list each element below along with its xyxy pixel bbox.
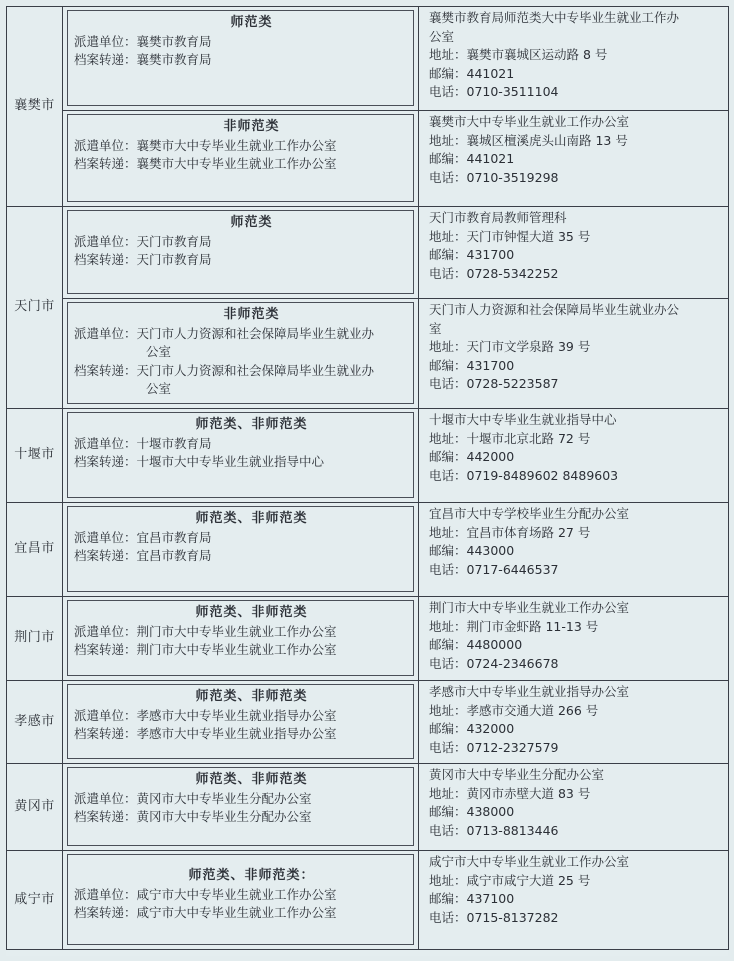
city-name: 咸宁市 <box>7 851 63 950</box>
postcode: 邮编：437100 <box>429 891 515 906</box>
address: 地址：天门市文学泉路 39 号 <box>429 339 591 354</box>
office-name: 十堰市大中专毕业生就业指导中心 <box>429 412 617 427</box>
phone: 电话：0728-5223587 <box>429 376 559 391</box>
archive-transfer: 档案转递：天门市教育局 <box>74 252 212 267</box>
office-name: 宜昌市大中专学校毕业生分配办公室 <box>429 506 630 521</box>
contact-cell <box>419 851 729 950</box>
office-name-cont: 室 <box>429 320 442 336</box>
policy-cell <box>63 597 419 681</box>
contact-cell <box>419 681 729 764</box>
dispatch-unit: 派遣单位：荆门市大中专毕业生就业工作办公室 <box>74 623 337 639</box>
category-label: 师范类、非师范类 <box>195 772 308 787</box>
policy-cell <box>63 409 419 503</box>
office-name: 孝感市大中专毕业生就业指导办公室 <box>429 684 630 699</box>
policy-box <box>67 114 414 202</box>
address: 地址：黄冈市赤壁大道 83 号 <box>429 785 591 801</box>
contact-cell <box>419 764 729 851</box>
phone: 电话：0710-3519298 <box>429 169 559 185</box>
archive-transfer: 档案转递：襄樊市教育局 <box>74 52 212 67</box>
table-row <box>7 764 729 851</box>
policy-box <box>67 10 414 106</box>
table-row <box>7 7 729 111</box>
policy-cell <box>63 764 419 851</box>
dispatch-unit: 派遣单位：襄樊市大中专毕业生就业工作办公室 <box>74 137 337 153</box>
postcode: 邮编：431700 <box>429 247 515 262</box>
address: 地址：天门市钟惺大道 35 号 <box>429 228 591 244</box>
office-name: 天门市教育局教师管理科 <box>429 210 567 225</box>
archive-transfer: 档案转递：十堰市大中专毕业生就业指导中心 <box>74 454 325 469</box>
archive-transfer: 档案转递：黄冈市大中专毕业生分配办公室 <box>74 809 312 824</box>
table-row <box>7 299 729 409</box>
policy-box <box>67 600 414 676</box>
phone: 电话：0712-2327579 <box>429 739 559 755</box>
postcode: 邮编：443000 <box>429 543 515 558</box>
category-label: 师范类、非师范类 <box>195 605 308 620</box>
policy-cell <box>63 851 419 950</box>
dispatch-unit-cont: 公室 <box>146 344 172 359</box>
policy-box <box>67 302 414 404</box>
city-name: 襄樊市 <box>7 7 63 207</box>
postcode: 邮编：431700 <box>429 357 515 373</box>
office-name-cont: 公室 <box>429 28 455 44</box>
policy-box <box>67 854 414 945</box>
contact-cell <box>419 299 729 409</box>
phone: 电话：0717-6446537 <box>429 561 559 577</box>
office-name: 荆门市大中专毕业生就业工作办公室 <box>429 600 630 615</box>
dispatch-unit: 派遣单位：咸宁市大中专毕业生就业工作办公室 <box>74 886 337 902</box>
category-label: 师范类、非师范类 <box>195 511 308 526</box>
address: 地址：十堰市北京北路 72 号 <box>429 430 591 446</box>
address: 地址：荆门市金虾路 11-13 号 <box>429 618 599 634</box>
archive-transfer-cont: 公室 <box>146 381 172 396</box>
office-name: 天门市人力资源和社会保障局毕业生就业办公 <box>429 302 680 317</box>
phone: 电话：0719-8489602 8489603 <box>429 467 619 483</box>
dispatch-unit: 派遣单位：天门市教育局 <box>74 233 212 249</box>
policy-cell <box>63 299 419 409</box>
contact-cell <box>419 597 729 681</box>
archive-transfer: 档案转递：咸宁市大中专毕业生就业工作办公室 <box>74 905 337 920</box>
policy-cell <box>63 7 419 111</box>
postcode: 邮编：4480000 <box>429 637 523 652</box>
city-name: 十堰市 <box>7 409 63 503</box>
address: 地址：咸宁市咸宁大道 25 号 <box>429 872 591 888</box>
table-row <box>7 503 729 597</box>
contact-cell <box>419 409 729 503</box>
category-label: 师范类、非师范类 <box>195 417 308 432</box>
contact-cell <box>419 207 729 299</box>
office-name: 咸宁市大中专毕业生就业工作办公室 <box>429 854 630 869</box>
postcode: 邮编：432000 <box>429 721 515 736</box>
archive-transfer: 档案转递：宜昌市教育局 <box>74 548 212 563</box>
archive-transfer: 档案转递：襄樊市大中专毕业生就业工作办公室 <box>74 156 337 171</box>
dispatch-unit: 派遣单位：黄冈市大中专毕业生分配办公室 <box>74 790 312 806</box>
category-label: 师范类、非师范类 <box>195 689 308 704</box>
city-name: 荆门市 <box>7 597 63 681</box>
contact-cell <box>419 111 729 207</box>
contact-cell <box>419 7 729 111</box>
dispatch-unit: 派遣单位：孝感市大中专毕业生就业指导办公室 <box>74 707 337 723</box>
postcode: 邮编：442000 <box>429 449 515 464</box>
city-name: 黄冈市 <box>7 764 63 851</box>
phone: 电话：0710-3511104 <box>429 84 559 99</box>
phone: 电话：0728-5342252 <box>429 265 559 281</box>
dispatch-unit: 派遣单位：天门市人力资源和社会保障局毕业生就业办 <box>74 325 375 341</box>
office-name: 襄樊市大中专毕业生就业工作办公室 <box>429 114 630 129</box>
policy-box <box>67 412 414 498</box>
phone: 电话：0724-2346678 <box>429 655 559 671</box>
phone: 电话：0713-8813446 <box>429 822 559 838</box>
dispatch-unit: 派遣单位：宜昌市教育局 <box>74 529 212 545</box>
table-row <box>7 681 729 764</box>
office-name: 黄冈市大中专毕业生分配办公室 <box>429 767 605 782</box>
city-name: 天门市 <box>7 207 63 409</box>
address: 地址：襄樊市襄城区运动路 8 号 <box>429 47 608 62</box>
dispatch-unit: 派遣单位：襄樊市教育局 <box>74 33 212 49</box>
policy-box <box>67 684 414 759</box>
archive-transfer: 档案转递：荆门市大中专毕业生就业工作办公室 <box>74 642 337 657</box>
table-row <box>7 111 729 207</box>
table-row <box>7 851 729 950</box>
employment-office-table-page <box>6 6 728 956</box>
contact-cell <box>419 503 729 597</box>
policy-box <box>67 506 414 592</box>
postcode: 邮编：438000 <box>429 804 515 819</box>
category-label: 师范类 <box>230 15 273 30</box>
policy-cell <box>63 681 419 764</box>
policy-box <box>67 767 414 846</box>
employment-office-table <box>6 6 729 950</box>
category-label: 非师范类 <box>223 119 280 134</box>
table-row <box>7 207 729 299</box>
dispatch-unit: 派遣单位：十堰市教育局 <box>74 435 212 451</box>
postcode: 邮编：441021 <box>429 65 515 81</box>
policy-cell <box>63 111 419 207</box>
policy-cell <box>63 207 419 299</box>
office-name: 襄樊市教育局师范类大中专毕业生就业工作办 <box>429 10 680 25</box>
category-label: 非师范类 <box>223 307 280 322</box>
phone: 电话：0715-8137282 <box>429 909 559 925</box>
policy-cell <box>63 503 419 597</box>
category-label: 师范类、非师范类： <box>188 868 315 883</box>
category-label: 师范类 <box>230 215 273 230</box>
archive-transfer: 档案转递：天门市人力资源和社会保障局毕业生就业办 <box>74 362 375 378</box>
postcode: 邮编：441021 <box>429 151 515 166</box>
policy-box <box>67 210 414 294</box>
city-name: 宜昌市 <box>7 503 63 597</box>
archive-transfer: 档案转递：孝感市大中专毕业生就业指导办公室 <box>74 726 337 741</box>
address: 地址：宜昌市体育场路 27 号 <box>429 524 591 540</box>
city-name: 孝感市 <box>7 681 63 764</box>
table-row <box>7 597 729 681</box>
table-row <box>7 409 729 503</box>
address: 地址：孝感市交通大道 266 号 <box>429 702 599 718</box>
address: 地址：襄城区檀溪虎头山南路 13 号 <box>429 132 628 148</box>
